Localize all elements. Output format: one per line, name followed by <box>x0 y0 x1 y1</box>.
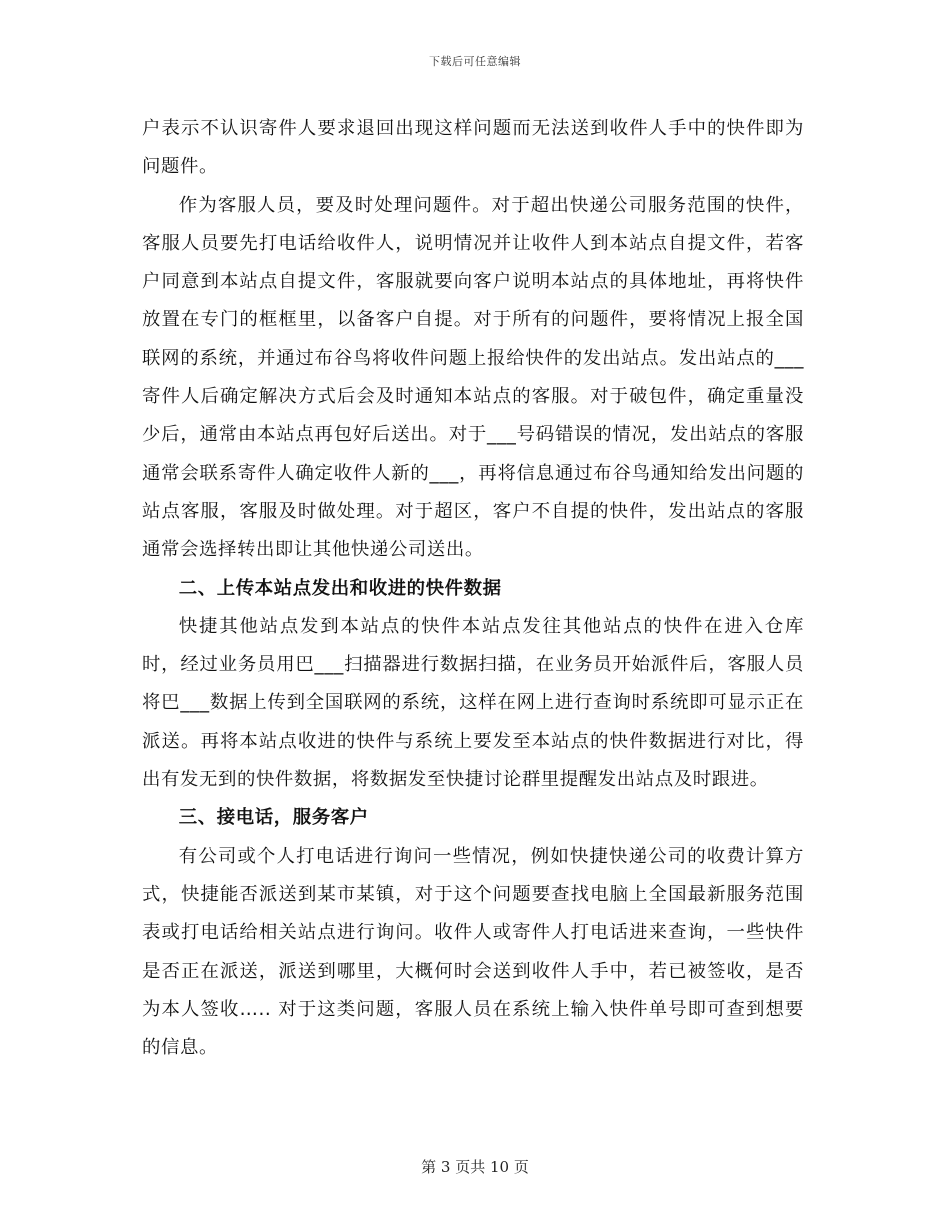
paragraph-phone-service: 有公司或个人打电话进行询问一些情况，例如快捷快递公司的收费计算方式，快捷能否派送到某市某镇，对于这个问题要查找电脑上全国最新服务范围表或打电话给相关站点进行询问。收件人或寄件人打电话进来查询，一些快件是否正在派送，派送到哪里，大概何时会送到收件人手中，若已被签收，是否为本人签收….. 对于这类问题，客服人员在系统上输入快件单号即可查到想要的信息。 <box>142 845 804 1059</box>
paragraph-upload-data: 快捷其他站点发到本站点的快件本站点发往其他站点的快件在进入仓库时，经过业务员用巴___扫描器进行数据扫描，在业务员开始派件后，客服人员将巴___数据上传到全国联网的系统，这样在网上进行查询时系统即可显示正在派送。再将本站点收进的快件与系统上要发至本站点的快件数据进行对比，得出有发无到的快件数据，将数据发至快捷讨论群里提醒发出站点及时跟进。 <box>142 615 804 791</box>
document-body <box>142 110 804 1067</box>
page-header: 下载后可任意编辑 <box>429 55 521 68</box>
section-heading-phone-service: 三、接电话，服务客户 <box>178 807 369 829</box>
paragraph-problem-handling: 作为客服人员，要及时处理问题件。对于超出快递公司服务范围的快件，客服人员要先打电话给收件人，说明情况并让收件人到本站点自提文件，若客户同意到本站点自提文件，客服就要向客户说明本站点的具体地址，再将快件放置在专门的框框里，以备客户自提。对于所有的问题件，要将情况上报全国联网的系统，并通过布谷鸟将收件问题上报给快件的发出站点。发出站点的___寄件人后确定解决方式后会及时通知本站点的客服。对于破包件，确定重量没少后，通常由本站点再包好后送出。对于___号码错误的情况，发出站点的客服通常会联系寄件人确定收件人新的___，再将信息通过布谷鸟通知给发出问题的站点客服，客服及时做处理。对于超区，客户不自提的快件，发出站点的客服通常会选择转出即让其他快递公司送出。 <box>142 194 804 561</box>
section-heading-upload-data: 二、上传本站点发出和收进的快件数据 <box>178 577 502 599</box>
page-number: 第 3 页共 10 页 <box>421 1158 529 1176</box>
paragraph-continuation: 户表示不认识寄件人要求退回出现这样问题而无法送到收件人手中的快件即为问题件。 <box>142 118 804 178</box>
